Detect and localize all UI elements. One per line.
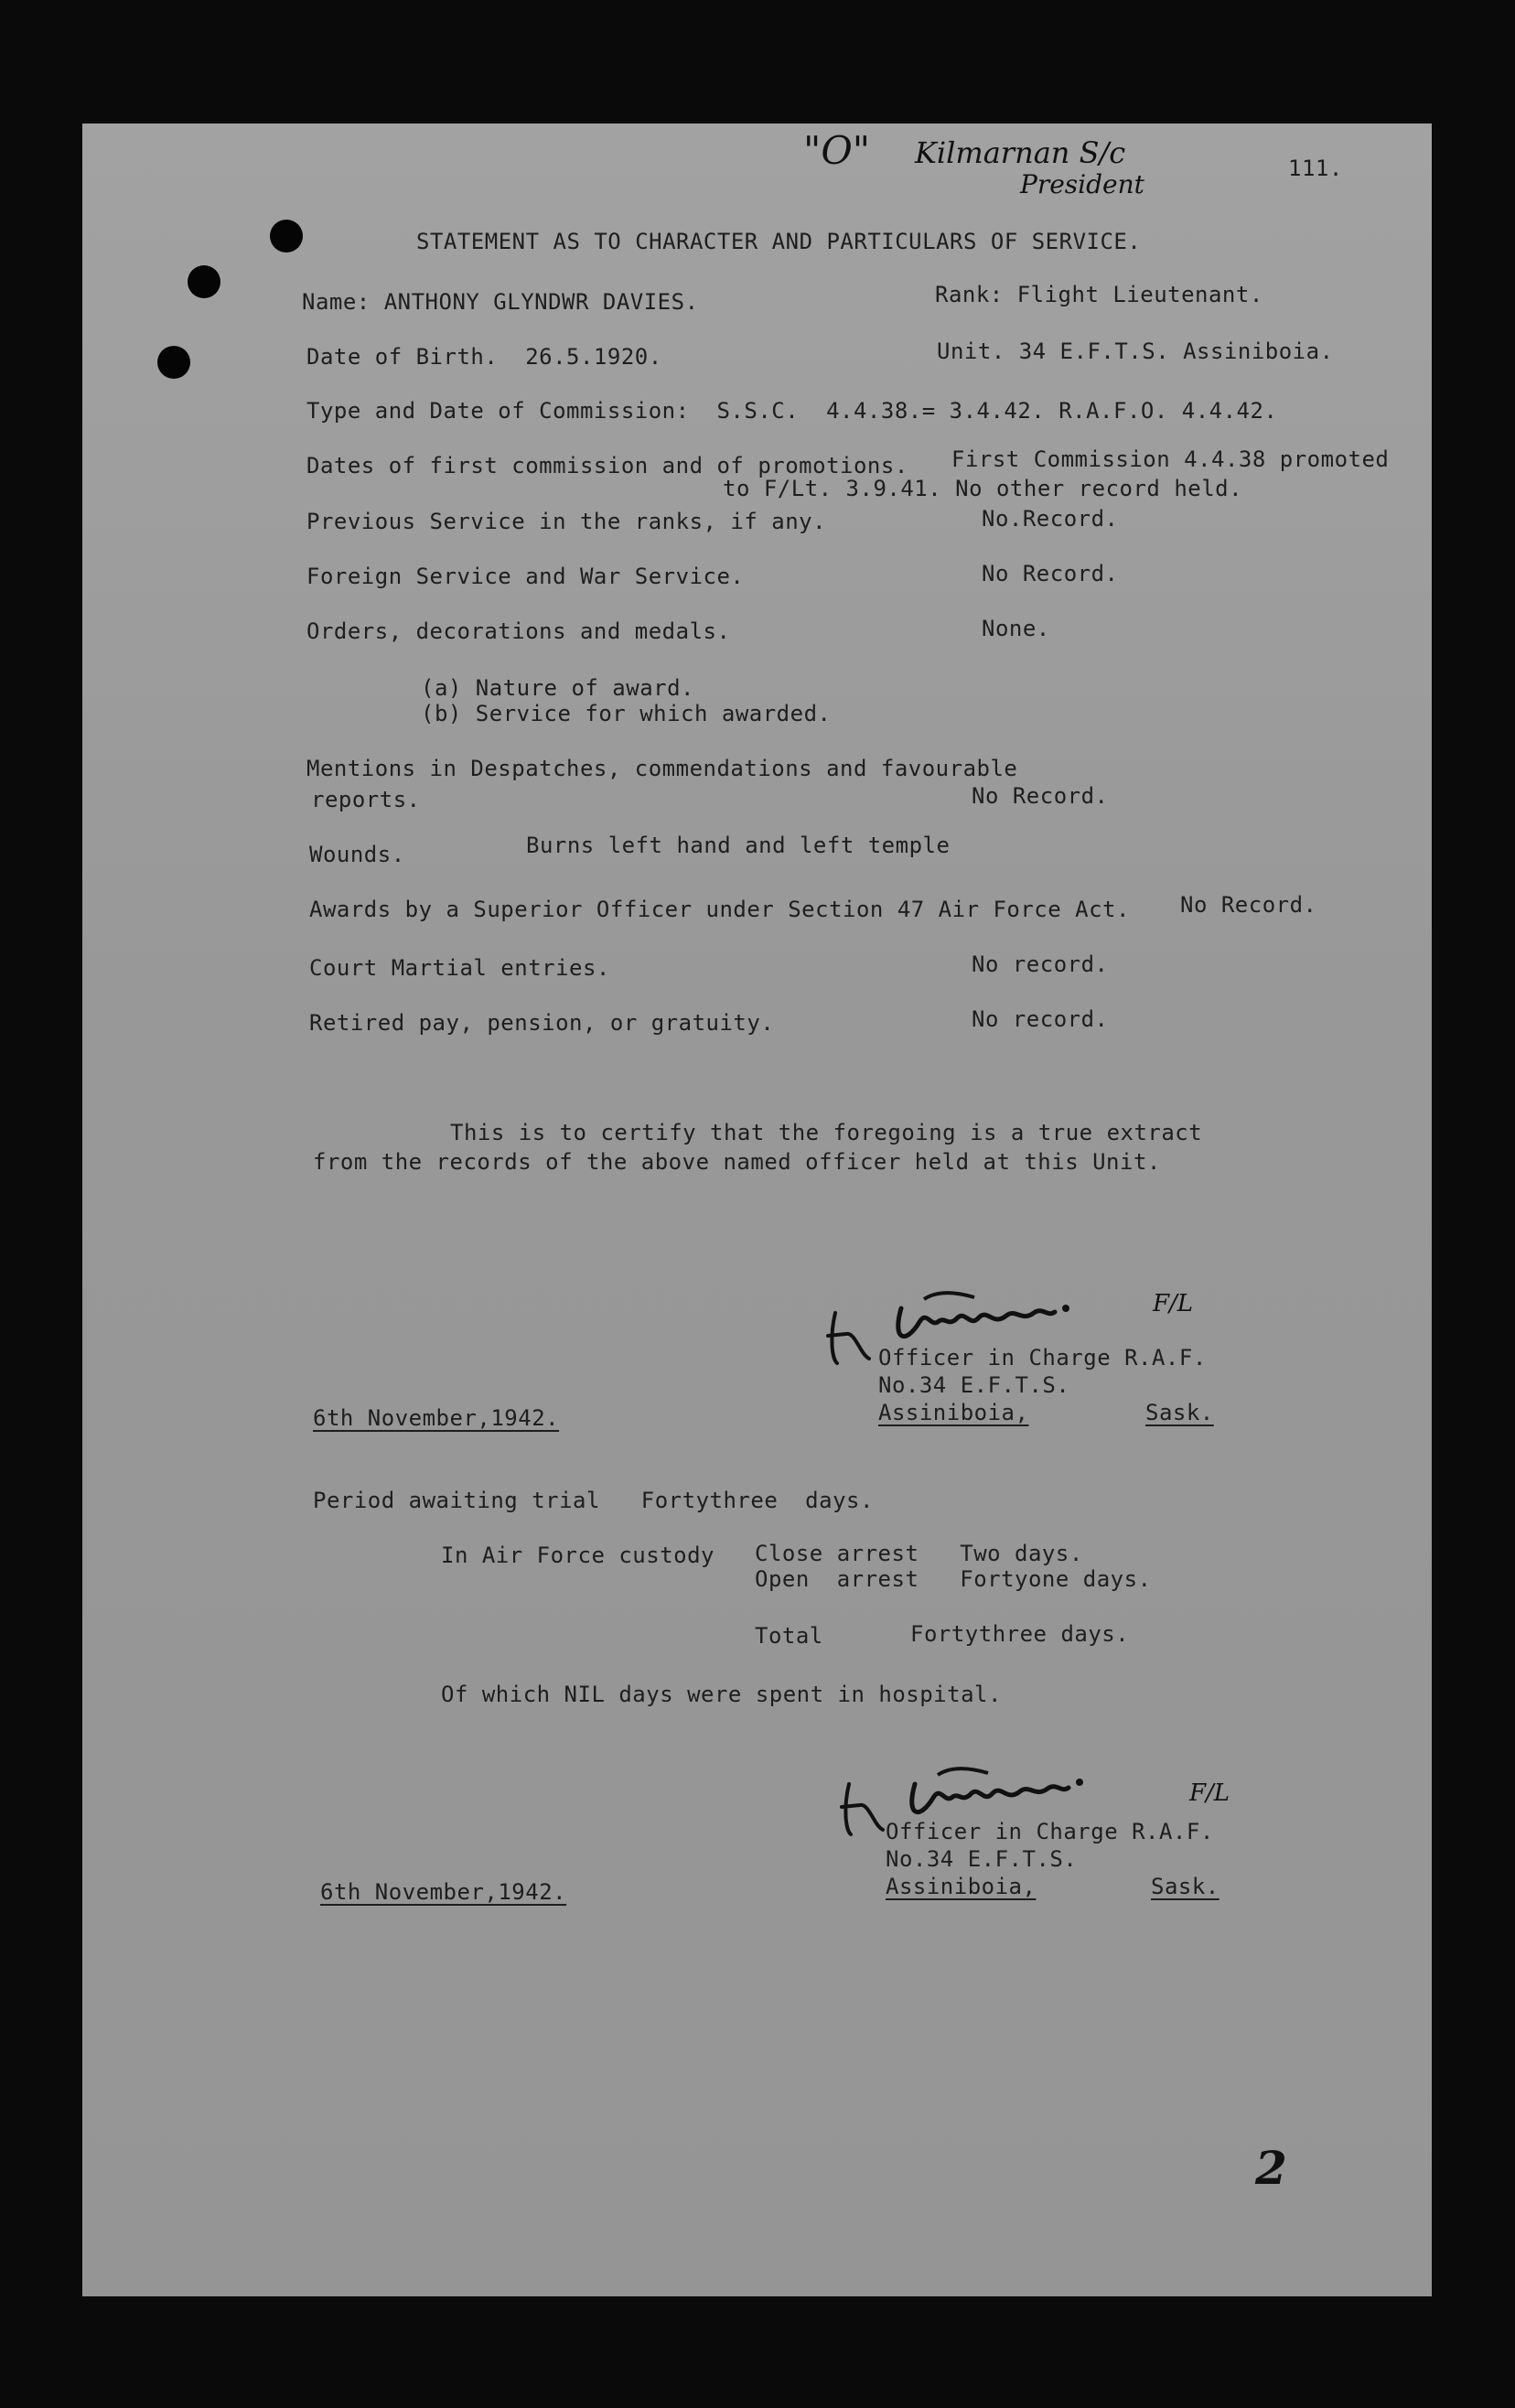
handwritten-page-number: 2 bbox=[1255, 2141, 1287, 2195]
field-rank: Rank: Flight Lieutenant. bbox=[935, 282, 1263, 307]
handwritten-note: Kilmarnan S/c bbox=[915, 135, 1126, 170]
field-awards: Awards by a Superior Officer under Section 47 Air Force Act. bbox=[309, 897, 1130, 922]
certify-line-1: This is to certify that the foregoing is a true extract bbox=[450, 1120, 1203, 1145]
officer-province-1: Sask. bbox=[1145, 1400, 1214, 1425]
field-previous-label: Previous Service in the ranks, if any. bbox=[306, 509, 827, 534]
officer-location-2: Assiniboia, bbox=[886, 1874, 1037, 1899]
page-number: 111. bbox=[1288, 156, 1343, 181]
field-previous-value: No.Record. bbox=[982, 506, 1119, 532]
handwritten-mark: "O" bbox=[803, 128, 871, 173]
field-wounds-value: Burns left hand and left temple bbox=[526, 833, 951, 858]
close-arrest: Close arrest Two days. bbox=[755, 1541, 1083, 1566]
officer-title-2: Officer in Charge R.A.F. bbox=[886, 1819, 1214, 1844]
field-awards-value: No Record. bbox=[1180, 892, 1317, 918]
field-mentions-value: No Record. bbox=[972, 783, 1109, 809]
field-mentions-label: Mentions in Despatches, commendations and favourable bbox=[306, 756, 1018, 781]
field-dob: Date of Birth. 26.5.1920. bbox=[306, 344, 662, 370]
punch-hole bbox=[157, 346, 190, 379]
field-orders-b: (b) Service for which awarded. bbox=[421, 701, 832, 726]
field-dates-label: Dates of first commission and of promotions. bbox=[306, 453, 908, 478]
field-dates-value: First Commission 4.4.38 promoted bbox=[951, 446, 1390, 472]
document-heading: STATEMENT AS TO CHARACTER AND PARTICULARS OF SERVICE. bbox=[416, 229, 1142, 254]
field-court-label: Court Martial entries. bbox=[309, 955, 610, 981]
field-retired-value: No record. bbox=[972, 1006, 1109, 1032]
officer-title-1: Officer in Charge R.A.F. bbox=[878, 1345, 1207, 1371]
certify-line-2: from the records of the above named officer held at this Unit. bbox=[313, 1149, 1161, 1175]
open-arrest: Open arrest Fortyone days. bbox=[755, 1566, 1152, 1592]
date-1: 6th November,1942. bbox=[313, 1405, 560, 1431]
signature-2-rank: F/L bbox=[1189, 1779, 1230, 1807]
total-value: Fortythree days. bbox=[910, 1621, 1130, 1647]
field-court-value: No record. bbox=[972, 951, 1109, 977]
field-dates-value-cont: to F/Lt. 3.9.41. No other record held. bbox=[723, 476, 1243, 501]
officer-unit-2: No.34 E.F.T.S. bbox=[886, 1846, 1078, 1872]
officer-unit-1: No.34 E.F.T.S. bbox=[878, 1372, 1070, 1398]
punch-hole bbox=[188, 265, 220, 298]
punch-hole bbox=[270, 220, 303, 253]
date-2: 6th November,1942. bbox=[320, 1879, 567, 1905]
officer-location-1: Assiniboia, bbox=[878, 1400, 1029, 1425]
field-retired-label: Retired pay, pension, or gratuity. bbox=[309, 1010, 775, 1036]
field-foreign-value: No Record. bbox=[982, 561, 1119, 586]
trial-period: Period awaiting trial Fortythree days. bbox=[313, 1488, 874, 1513]
field-wounds-label: Wounds. bbox=[309, 842, 405, 867]
field-foreign-label: Foreign Service and War Service. bbox=[306, 564, 745, 589]
field-mentions-label-cont: reports. bbox=[311, 787, 421, 812]
total-label: Total bbox=[755, 1623, 823, 1649]
hospital-days: Of which NIL days were spent in hospital. bbox=[441, 1682, 1002, 1707]
officer-province-2: Sask. bbox=[1151, 1874, 1220, 1899]
field-commission: Type and Date of Commission: S.S.C. 4.4.38.= 3.4.42. R.A.F.O. 4.4.42. bbox=[306, 398, 1278, 424]
handwritten-note-president: President bbox=[1020, 169, 1144, 199]
field-orders-label: Orders, decorations and medals. bbox=[306, 618, 731, 644]
signature-1-rank: F/L bbox=[1153, 1290, 1194, 1317]
field-orders-value: None. bbox=[982, 616, 1050, 641]
field-orders-a: (a) Nature of award. bbox=[421, 675, 694, 701]
field-name: Name: ANTHONY GLYNDWR DAVIES. bbox=[302, 289, 699, 315]
field-unit: Unit. 34 E.F.T.S. Assiniboia. bbox=[937, 339, 1334, 364]
custody-label: In Air Force custody bbox=[441, 1543, 715, 1568]
